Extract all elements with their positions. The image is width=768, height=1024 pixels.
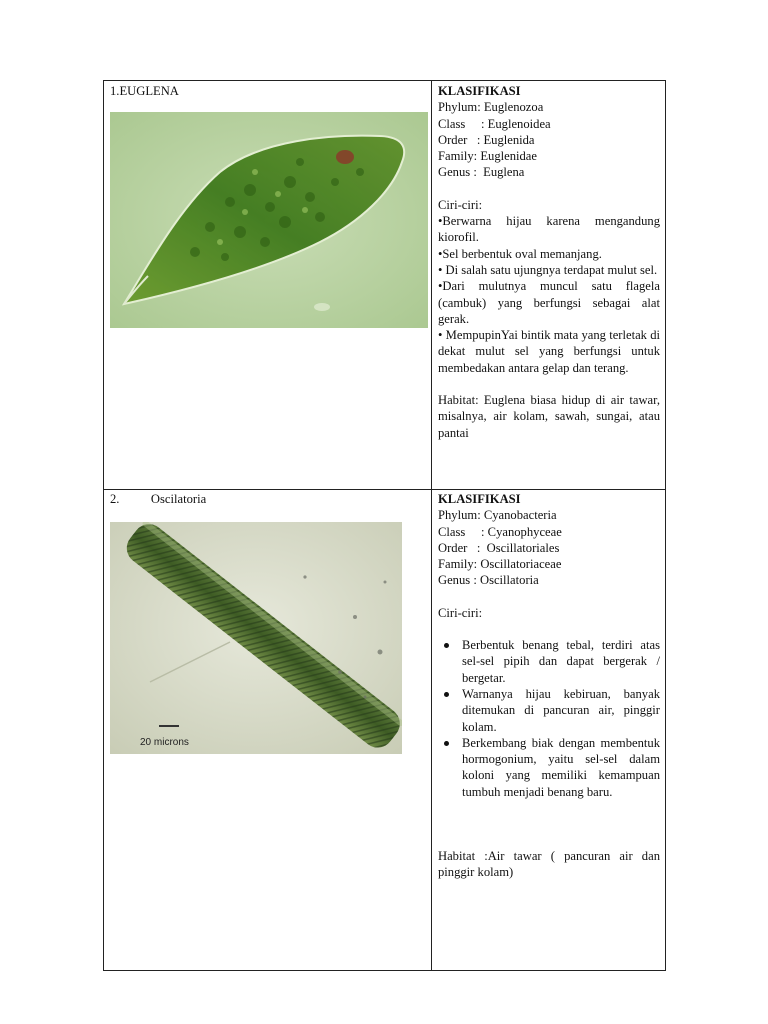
klasifikasi-heading: KLASIFIKASI (438, 84, 521, 98)
ciri-item: Warnanya hijau kebiruan, banyak ditemukan di pancuran air, pinggir kolam. (462, 686, 660, 734)
taxonomy-order: Order : Oscillatoriales (438, 540, 560, 555)
taxonomy-genus: Genus : Oscillatoria (438, 573, 539, 588)
species-table (103, 80, 666, 971)
habitat-text: Habitat :Air tawar ( pancuran air dan pinggir kolam) (438, 849, 660, 880)
taxonomy-family: Family: Oscillatoriaceae (438, 557, 562, 572)
row1-right-cell (438, 83, 660, 441)
taxonomy-phylum: Phylum: Cyanobacteria (438, 508, 557, 523)
row2-right-cell (438, 491, 660, 881)
ciri-item: •Sel berbentuk oval memanjang. (438, 246, 602, 261)
row-divider (104, 489, 665, 490)
scale-bar-label: 20 microns (140, 737, 189, 748)
taxonomy-class: Class : Cyanophyceae (438, 524, 562, 539)
taxonomy-class: Class : Euglenoidea (438, 116, 551, 131)
ciri-item: Berbentuk benang tebal, terdiri atas sel-sel pipih dan dapat bergerak / bergetar. (462, 638, 660, 685)
taxonomy-family: Family: Euglenidae (438, 149, 537, 164)
ciri-heading: Ciri-ciri: (438, 605, 483, 620)
ciri-item: •Dari mulutnya muncul satu flagela (cambuk) yang berfungsi sebagai alat gerak. (438, 279, 660, 326)
ciri-item: • MempupinYai bintik mata yang terletak di dekat mulut sel yang berfungsi untuk membedakan antara gelap dan terang. (438, 328, 660, 375)
ciri-item: • Di salah satu ujungnya terdapat mulut sel. (438, 262, 658, 277)
taxonomy-order: Order : Euglenida (438, 132, 535, 147)
taxonomy-genus: Genus : Euglena (438, 165, 525, 180)
euglena-micrograph-icon (110, 112, 428, 328)
row1-title: 1.EUGLENA (110, 84, 179, 98)
ciri-list (438, 637, 660, 800)
taxonomy-phylum: Phylum: Euglenozoa (438, 100, 544, 115)
ciri-heading: Ciri-ciri: (438, 197, 483, 212)
column-divider (431, 81, 432, 970)
ciri-item: Berkembang biak dengan membentuk hormogonium, yaitu sel-sel dalam koloni yang memiliki kemampuan tumbuh menjadi benang baru. (462, 735, 660, 799)
habitat-text: Habitat: Euglena biasa hidup di air tawar, misalnya, air kolam, sawah, sungai, atau pantai (438, 393, 660, 440)
klasifikasi-heading: KLASIFIKASI (438, 492, 521, 506)
row2-title: 2. Oscilatoria (110, 492, 207, 506)
oscillatoria-micrograph-icon (110, 522, 402, 754)
row2-left-cell (110, 491, 428, 507)
row1-left-cell (110, 83, 428, 99)
ciri-item: •Berwarna hijau karena mengandung kiorofil. (438, 214, 660, 245)
